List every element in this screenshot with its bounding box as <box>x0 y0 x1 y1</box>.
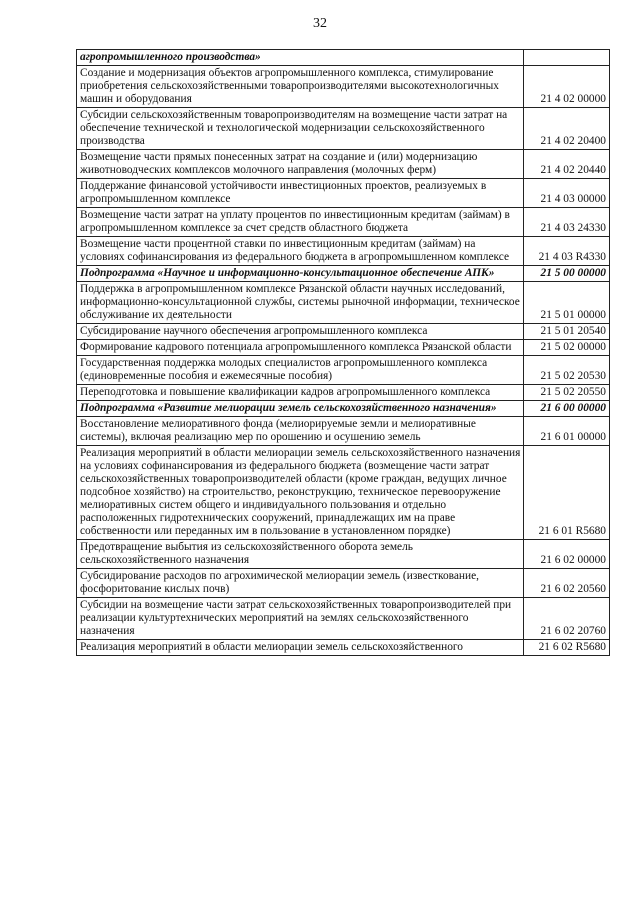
table-row <box>77 446 610 540</box>
table-row <box>77 640 610 656</box>
row-name-cell: Поддержка в агропромышленном комплексе Рязанской области научных исследований, информационно-консультационной службы, системы рыночной информации, техническое обслуживание их деятельности <box>77 282 524 324</box>
row-code-cell: 21 5 02 20550 <box>524 385 610 401</box>
row-name-cell: Переподготовка и повышение квалификации кадров агропромышленного комплекса <box>77 385 524 401</box>
row-name-cell: Возмещение части прямых понесенных затрат на создание и (или) модернизацию животноводческих комплексов молочного направления (молочных ферм) <box>77 150 524 179</box>
row-name-cell: Поддержание финансовой устойчивости инвестиционных проектов, реализуемых в агропромышленном комплексе <box>77 179 524 208</box>
table-row <box>77 356 610 385</box>
row-code-cell: 21 4 02 00000 <box>524 66 610 108</box>
table-row <box>77 66 610 108</box>
row-code-cell: 21 6 02 20760 <box>524 598 610 640</box>
row-name-cell: Предотвращение выбытия из сельскохозяйственного оборота земель сельскохозяйственного назначения <box>77 540 524 569</box>
subprogram-row <box>77 50 610 66</box>
row-code-cell: 21 5 00 00000 <box>524 266 610 282</box>
row-code-cell: 21 6 02 00000 <box>524 540 610 569</box>
budget-classification-table <box>76 49 610 656</box>
row-name-cell: Подпрограмма «Научное и информационно-консультационное обеспечение АПК» <box>77 266 524 282</box>
row-code-cell: 21 4 02 20400 <box>524 108 610 150</box>
row-name-cell: Возмещение части затрат на уплату процентов по инвестиционным кредитам (займам) в агропромышленном комплексе за счет средств областного бюджета <box>77 208 524 237</box>
table-body <box>77 50 610 656</box>
row-code-cell: 21 6 01 R5680 <box>524 446 610 540</box>
table-row <box>77 208 610 237</box>
row-name-cell: Создание и модернизация объектов агропромышленного комплекса, стимулирование приобретения сельскохозяйственными товаропроизводителями высокотехнологичных машин и оборудования <box>77 66 524 108</box>
row-name-cell: Подпрограмма «Развитие мелиорации земель сельскохозяйственного назначения» <box>77 401 524 417</box>
row-name-cell: агропромышленного производства» <box>77 50 524 66</box>
row-name-cell: Возмещение части процентной ставки по инвестиционным кредитам (займам) на условиях софинансирования из федерального бюджета в агропромышленном комплексе <box>77 237 524 266</box>
row-code-cell: 21 4 03 24330 <box>524 208 610 237</box>
subprogram-row <box>77 266 610 282</box>
row-code-cell: 21 4 02 20440 <box>524 150 610 179</box>
table-row <box>77 237 610 266</box>
row-code-cell: 21 5 01 20540 <box>524 324 610 340</box>
row-code-cell: 21 4 03 R4330 <box>524 237 610 266</box>
row-code-cell <box>524 50 610 66</box>
row-name-cell: Субсидии на возмещение части затрат сельскохозяйственных товаропроизводителей при реализации культуртехнических мероприятий на землях сельскохозяйственного назначения <box>77 598 524 640</box>
row-name-cell: Реализация мероприятий в области мелиорации земель сельскохозяйственного <box>77 640 524 656</box>
row-code-cell: 21 5 02 00000 <box>524 340 610 356</box>
row-code-cell: 21 4 03 00000 <box>524 179 610 208</box>
table-row <box>77 340 610 356</box>
row-name-cell: Субсидирование научного обеспечения агропромышленного комплекса <box>77 324 524 340</box>
row-code-cell: 21 5 02 20530 <box>524 356 610 385</box>
table-row <box>77 150 610 179</box>
subprogram-row <box>77 401 610 417</box>
table-row <box>77 569 610 598</box>
table-row <box>77 598 610 640</box>
table-row <box>77 540 610 569</box>
row-name-cell: Реализация мероприятий в области мелиорации земель сельскохозяйственного назначения на условиях софинансирования из федерального бюджета (возмещение части затрат сельскохозяйственных товаропроизводителей области (кроме граждан, ведущих личное подсобное хозяйство) на строительство, реконструкцию, техническое перевооружение мелиоративных систем общего и индивидуального пользования и отдельно расположенных гидротехнических сооружений, принадлежащих им на праве собственности или переданных им в пользование в установленном порядке) <box>77 446 524 540</box>
row-code-cell: 21 6 00 00000 <box>524 401 610 417</box>
row-code-cell: 21 6 02 R5680 <box>524 640 610 656</box>
table-row <box>77 324 610 340</box>
row-code-cell: 21 6 02 20560 <box>524 569 610 598</box>
page-number: 32 <box>313 16 327 31</box>
row-name-cell: Субсидии сельскохозяйственным товаропроизводителям на возмещение части затрат на обеспечение технической и технологической модернизации сельскохозяйственного производства <box>77 108 524 150</box>
row-name-cell: Субсидирование расходов по агрохимической мелиорации земель (известкование, фосфоритование кислых почв) <box>77 569 524 598</box>
row-code-cell: 21 6 01 00000 <box>524 417 610 446</box>
table-row <box>77 179 610 208</box>
table-row <box>77 282 610 324</box>
row-code-cell: 21 5 01 00000 <box>524 282 610 324</box>
table-row <box>77 385 610 401</box>
row-name-cell: Государственная поддержка молодых специалистов агропромышленного комплекса (единовременные пособия и ежемесячные пособия) <box>77 356 524 385</box>
row-name-cell: Восстановление мелиоративного фонда (мелиорируемые земли и мелиоративные системы), включая реализацию мер по орошению и осушению земель <box>77 417 524 446</box>
row-name-cell: Формирование кадрового потенциала агропромышленного комплекса Рязанской области <box>77 340 524 356</box>
table-row <box>77 108 610 150</box>
table-row <box>77 417 610 446</box>
